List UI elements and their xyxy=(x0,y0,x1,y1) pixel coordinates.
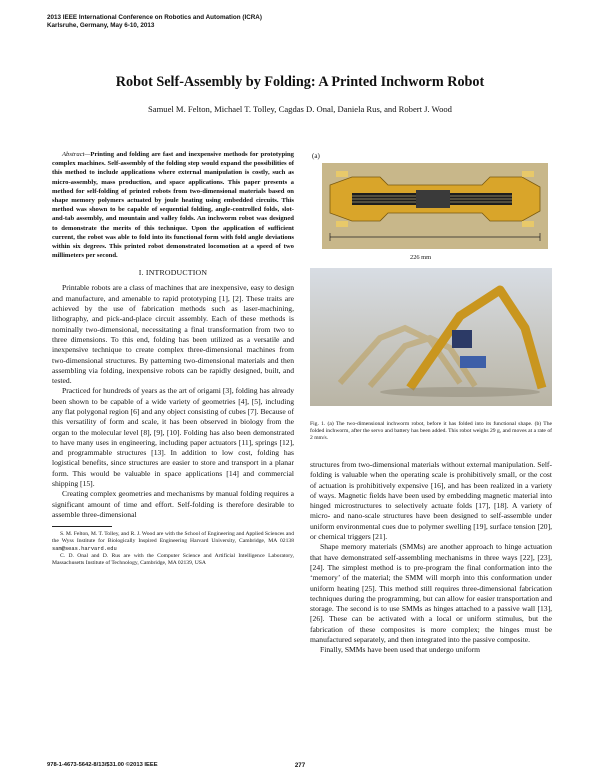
figure-1-caption: Fig. 1. (a) The two-dimensional inchworm robot, before it has folded into its functional shape. (b) The folded inchworm, after the servo and battery has been added. This robot weighs 29 g, and moves at a rate of 2 mm/s. xyxy=(310,421,552,442)
servo-motor xyxy=(452,330,472,348)
abstract-body: Printing and folding are fast and inexpensive methods for prototyping complex machines. Self-assembly of the folding step would expand the possibilities of this method to include applications where external manipulation is costly, such as micro-assembly, mass production, and space applications. This paper presents a method for self-folding of printed robots from two-dimensional materials based on shape memory polymers actuated by joule heating using embedded circuits. This method was shown to be capable of sequential folding, angle-controlled folds, slot-and-tab assembly, and mountain and valley folds. An inchworm robot was designed to demonstrate the merits of this technique. Upon the application of sufficient current, the robot was able to fold into its functional form with fold angle deviations within six degrees. This printed robot demonstrated locomotion at a speed of two millimeters per second. xyxy=(52,151,294,260)
abstract xyxy=(52,150,294,260)
footer-isbn: 978-1-4673-5642-8/13/$31.00 ©2013 IEEE xyxy=(47,762,158,768)
paper-title: Robot Self-Assembly by Folding: A Printed Inchworm Robot xyxy=(115,74,485,90)
abstract-lead: Abstract— xyxy=(62,151,91,158)
page-number: 277 xyxy=(294,762,306,769)
paper-authors: Samuel M. Felton, Michael T. Tolley, Cagdas D. Onal, Daniela Rus, and Robert J. Wood xyxy=(148,104,452,114)
right-paragraph-1: structures from two-dimensional materials without external manipulation. Self-folding is valuable when the operating scale is prohibitively small, or the cost of actuation is prohibitively expensive [16], and has been realized in a variety of ways. Magnetic fields have been used by embedding magnetic material into hinged microstructures to selectively actuate folds [17], [18]. A variety of micro- and nano-scale structures have been designed to self-assemble under uniform environmental cues due to polymer swelling [19], surface tension [20], or chemical triggers [21]. xyxy=(310,460,552,542)
section-heading-introduction: I. INTRODUCTION xyxy=(138,268,208,278)
intro-paragraph-2: Practiced for hundreds of years as the art of origami [3], folding has already been shown to be capable of a wide variety of geometries [4], [5], including any flat polygonal region [6] and any object consisting of cubes [7]. Because of this versatility of form and scale, it has been observed in biology from the organ to the molecular level [8], [9], [10]. Folding has also been demonstrated to have many uses in engineering, including paper actuators [11], springs [12], and programmable structures [13]. In addition to low cost, folding has logistical benefits, since structures are easier to store and transport in a planar form. This would be valuable in space applications [14] and commercial shipping [15]. xyxy=(52,386,294,489)
robot-center-chip xyxy=(416,190,450,208)
intro-paragraph-3: Creating complex geometries and mechanisms by manual folding requires a significant amount of time and effort. Self-folding is therefore desirable to assemble three-dimensional xyxy=(52,489,294,519)
right-paragraph-3: Finally, SMMs have been used that undergo uniform xyxy=(320,645,481,655)
figure-label-a: (a) xyxy=(312,152,320,160)
author-email: sam@seas.harvard.edu xyxy=(52,545,117,552)
conference-header xyxy=(47,14,262,30)
right-column-text xyxy=(310,460,552,656)
right-paragraph-2: Shape memory materials (SMMs) are another approach to hinge actuation that have demonstrated self-assembling mechanisms in three ways [22], [23], [24]. The simplest method is to pre-program the final conformation into the ‘memory’ of the material; the SMM will morph into this conformation under uniform heating [25]. This method still requires three-dimensional fabrication techniques during the programming, but can allow for easier transportation and storage. The second is to use SMMs as hinges attached to a passive wall [13], [26]. These can be activated with a local or uniform stimulus, but the fabrication of these composites is more complex; the hinges must be manufactured separately, and then integrated into the passive composite. xyxy=(310,542,552,645)
conference-line-2: Karlsruhe, Germany, May 6-10, 2013 xyxy=(47,22,155,29)
left-column xyxy=(52,150,294,567)
figure-1a-flat-robot xyxy=(322,163,548,249)
conference-line-1: 2013 IEEE International Conference on Robotics and Automation (ICRA) xyxy=(47,14,262,21)
footnote-affiliation-1-text: S. M. Felton, M. T. Tolley, and R. J. Wood are with the School of Engineering and Applied Sciences and the Wyss Institute for Biologically Inspired Engineering Harvard University, Cambridge, MA 02138 xyxy=(52,531,294,545)
intro-paragraph-1: Printable robots are a class of machines that are inexpensive, easy to design and manufacture, and amenable to rapid prototyping [1], [2]. These traits are achieved by the use of fabrication methods such as laser-machining, lithography, and pick-and-place circuit assembly. Each of these methods is nominally two-dimensional, necessitating a final transformation from two to three dimensions. To this end, folding has been utilized as a versatile and inexpensive technique to create complex three-dimensional machines from two-dimensional structures. By patterning two-dimensional materials and then assembling via folding, inexpensive robots can be rapidly designed, built, and tested. xyxy=(52,283,294,386)
footnote-affiliation-1 xyxy=(52,531,294,553)
footnote-affiliation-2: C. D. Onal and D. Rus are with the Computer Science and Artificial Intelligence Laboratory, Massachusetts Institute of Technology, Cambridge, MA 02139, USA xyxy=(52,552,294,567)
battery xyxy=(460,356,486,368)
scale-label: 226 mm xyxy=(410,254,432,261)
ground-shadow xyxy=(380,387,540,397)
figure-1b-folded-robot xyxy=(310,268,552,406)
footnote-divider xyxy=(52,526,112,527)
